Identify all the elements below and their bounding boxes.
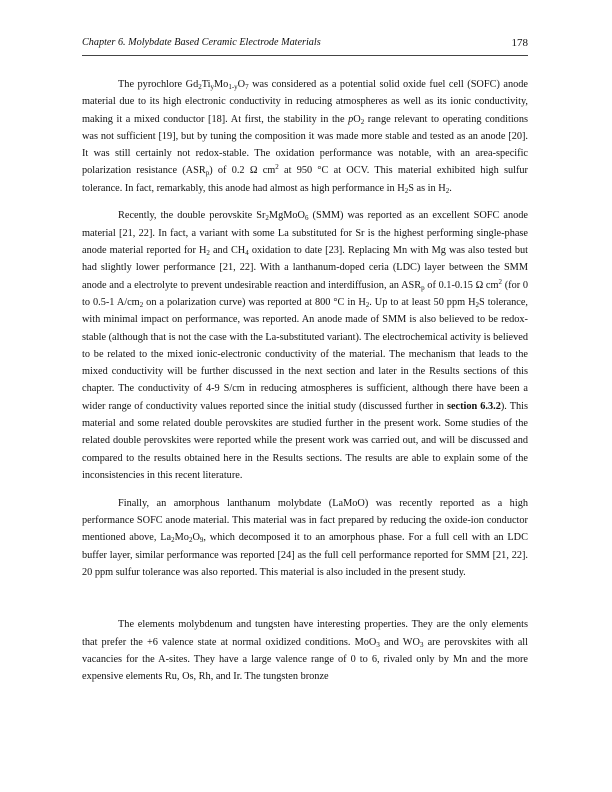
header-divider [82, 55, 528, 56]
paragraph-mo-electrode: The elements molybdenum and tungsten have interesting properties. They are the only elements that prefer the +6 valence state at normal oxidized conditions. MoO$_3$ and $WO_3$ are perovskites with all vacancies for the A-sites. They have a large valence range of 0 to 6, rivaled only by Mn and the more expensive elements Ru, Os, Rh, and Ir. The tungsten bronze [82, 619, 529, 683]
paragraph-lanthanum-molybdate: Finally, an amorphous lanthanum molybdate (LaMoO) was recently reported as a high performance SOFC anode material. This material was in fact prepared by reducing the oxide-ion conductor mentioned above, $La_2Mo_2O_9$, which decomposed it to an amorphous phase. For a full cell with an LDC buffer layer, similar performance was reported [24] as the full cell performance reported for SMM [21, 22]. 20 ppm sulfur tolerance was also reported. This material is also included in the present study. [82, 497, 528, 578]
section-reference: section 6.3.2 [446, 400, 501, 412]
paragraph-pyrochlore: The pyrochlore $Gd_2Ti_yMo_{1-y}O_7$ was considered as a potential solid oxide fuel cell (SOFC) anode material due to its high electronic conductivity in reducing atmospheres as well as its ionic conductivity, making it a mixed conductor [18]. At first, the stability in the $pO_2$ range relevant to operating conditions was not sufficient [19], but by tuning the composition it was made more stable and tested as an anode [20]. It was still certainly not redox-stable. The oxidation performance was notable, with an area-specific polarization resistance $(ASR_p)$ of 0.2 Ω $cm^2$ at 950 °C at OCV. This material exhibited high sulfur tolerance. In fact, remarkably, this anode had almost as high performance in $H_2S$ as in $H_2$. [82, 79, 528, 195]
page-header [82, 37, 528, 53]
section-heading [82, 591, 528, 608]
paragraph-double-perovskite: Recently, the double perovskite $Sr_2MgMoO_6$ (SMM) was reported as an excellent SOFC anode material [21, 22]. In fact, a variant with some La substituted for Sr is the highest performing single-phase anode material reported for $H_2$ and $CH_4$ oxidation to date [23]. Replacing Mn with Mg was also tested but had slightly lower performance [21, 22]. With a lanthanum-doped ceria (LDC) layer between the SMM anode and a electrolyte to prevent undesirable reaction and interdiffusion, an $ASR_p$ of 0.1-0.15 Ω $cm^2$ (for 0 to 0.5-1 $A/cm_2$ on a polarization curve) was reported at 800 °C in $H_2$. Up to at least 50 ppm $H_2S$ tolerance, with minimal impact on performance, was reported. An anode made of SMM is also believed to be redox-stable (although that is not the case with the La-substituted variant). The electrochemical activity is believed to be related to the mixed ionic-electronic conductivity of the material. The mechanism that leads to the mixed conductivity will be further discussed in the next section and later in the Results sections of this chapter. The conductivity of 4-9 S/cm in reducing atmospheres is sufficient, although there have been a wider range of conductivity values reported since the initial study (discussed further in section 6.3.2). This material and some related double perovskites are studied further in the present work. Some studies of the related double perovskites were reported while the present work was carried out, and will be discussed and compared to the results obtained here in the Results sections. The results are able to explain some of the inconsistencies in this recent literature. [82, 210, 529, 481]
running-title: Chapter 6. Molybdate Based Ceramic Electrode Materials [82, 37, 321, 48]
document-body [82, 76, 528, 696]
page-number: 178 [511, 37, 528, 49]
